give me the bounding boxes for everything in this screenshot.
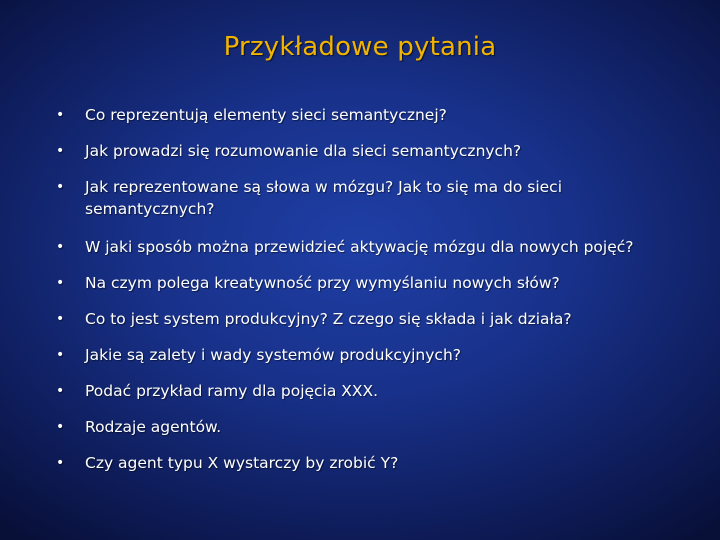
bullet-text: Podać przykład ramy dla pojęcia XXX. bbox=[85, 382, 379, 400]
bullet-dot-icon: • bbox=[56, 419, 65, 435]
slide-title: Przykładowe pytania bbox=[223, 32, 497, 62]
bullet-text: Jak prowadzi się rozumowanie dla sieci semantycznych? bbox=[85, 142, 522, 160]
bullet-item bbox=[56, 380, 696, 402]
bullet-text: Co to jest system produkcyjny? Z czego się składa i jak działa? bbox=[85, 310, 572, 328]
bullet-text: W jaki sposób można przewidzieć aktywację mózgu dla nowych pojęć? bbox=[85, 238, 634, 256]
bullet-dot-icon: • bbox=[56, 239, 65, 255]
bullet-item bbox=[56, 308, 696, 330]
bullet-item bbox=[56, 236, 696, 258]
bullet-dot-icon: • bbox=[56, 143, 65, 159]
bullet-item bbox=[56, 140, 696, 162]
bullet-item bbox=[56, 272, 696, 294]
bullet-text: Czy agent typu X wystarczy by zrobić Y? bbox=[85, 454, 399, 472]
bullet-list bbox=[56, 104, 696, 488]
bullet-dot-icon: • bbox=[56, 311, 65, 327]
bullet-text: Co reprezentują elementy sieci semantycznej? bbox=[85, 106, 447, 124]
bullet-text: Jak reprezentowane są słowa w mózgu? Jak to się ma do sieci semantycznych? bbox=[85, 178, 562, 218]
bullet-item bbox=[56, 344, 696, 366]
bullet-text: Rodzaje agentów. bbox=[85, 418, 222, 436]
bullet-dot-icon: • bbox=[56, 347, 65, 363]
bullet-item bbox=[56, 104, 696, 126]
bullet-text: Jakie są zalety i wady systemów produkcyjnych? bbox=[85, 346, 462, 364]
bullet-item bbox=[56, 176, 696, 220]
bullet-dot-icon: • bbox=[56, 383, 65, 399]
bullet-dot-icon: • bbox=[56, 107, 65, 123]
bullet-dot-icon: • bbox=[56, 455, 65, 471]
bullet-item bbox=[56, 452, 696, 474]
bullet-dot-icon: • bbox=[56, 275, 65, 291]
bullet-item bbox=[56, 416, 696, 438]
bullet-dot-icon: • bbox=[56, 179, 65, 195]
bullet-text: Na czym polega kreatywność przy wymyślaniu nowych słów? bbox=[85, 274, 560, 292]
